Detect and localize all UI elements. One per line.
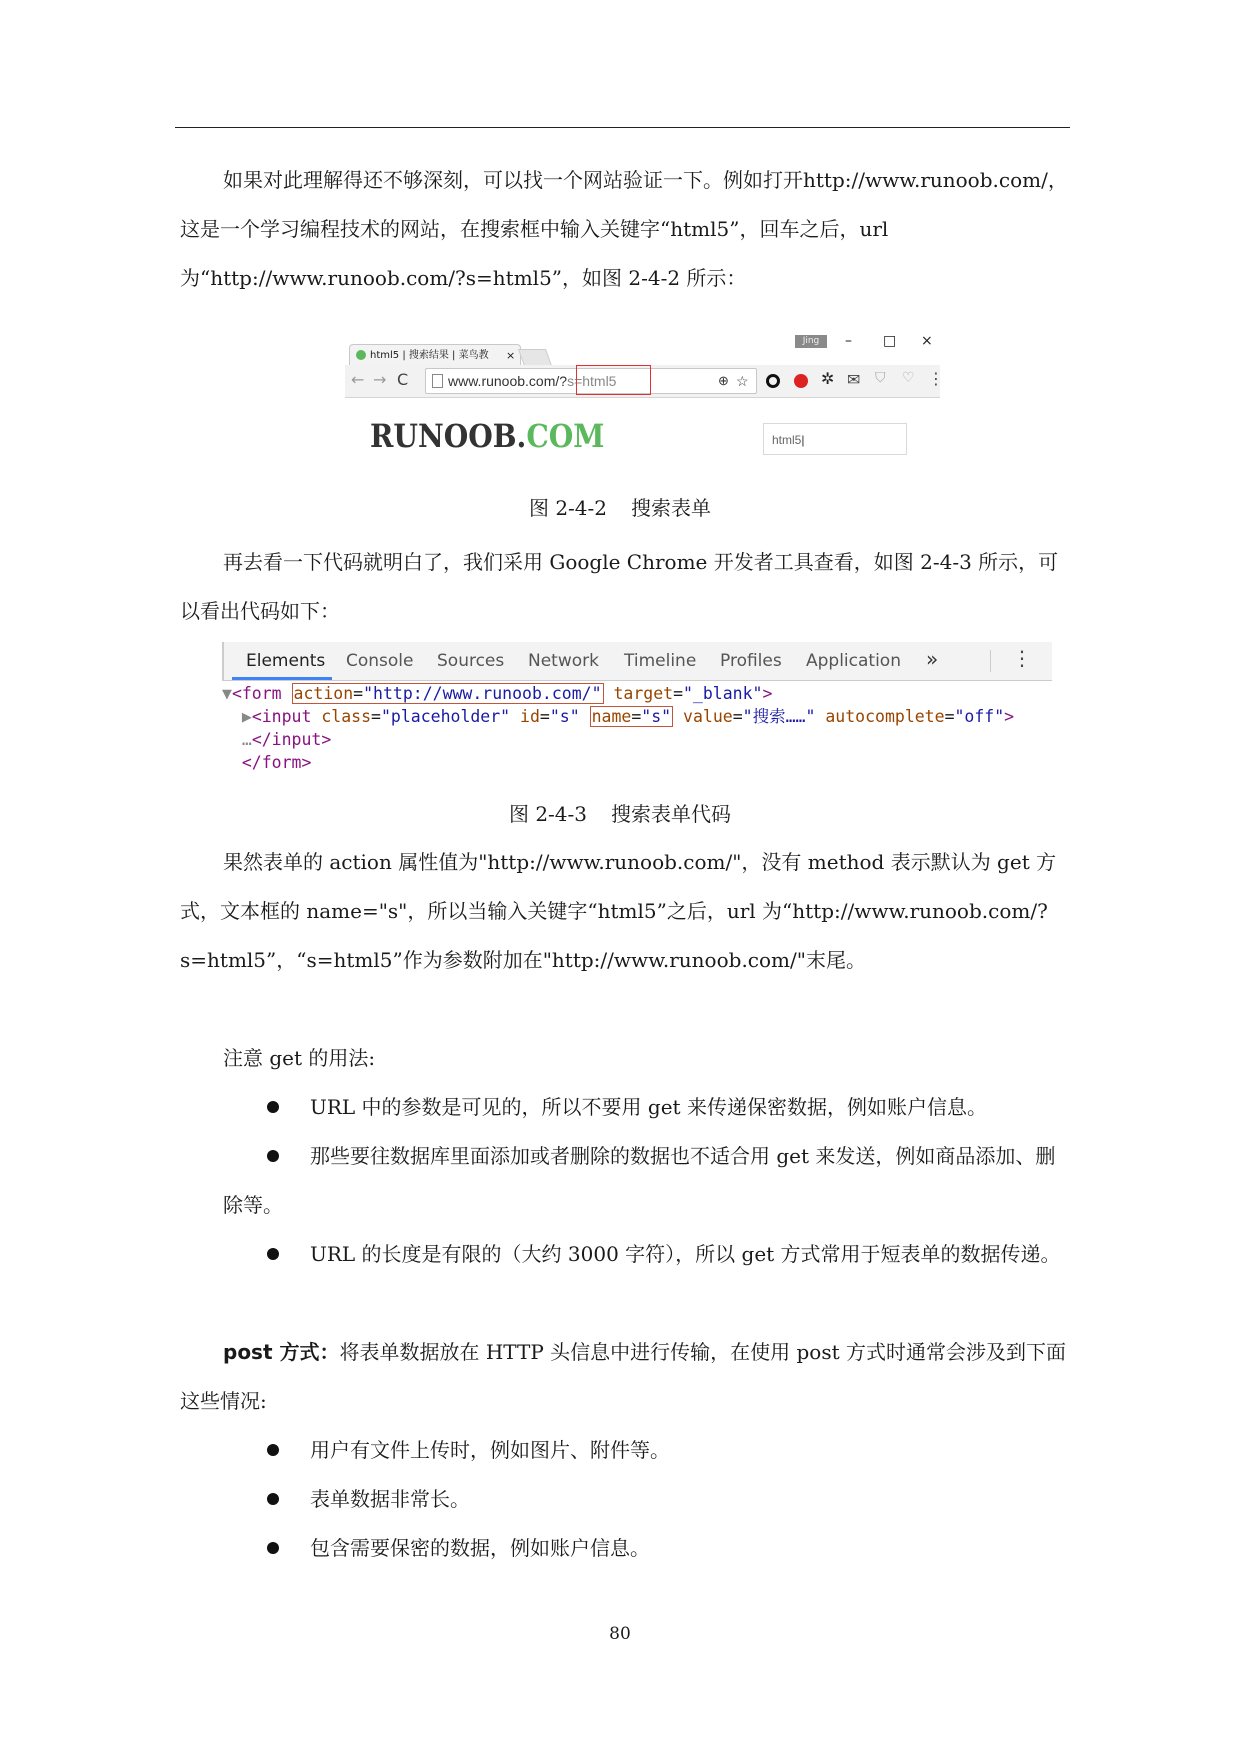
site-search-input[interactable]: html5| [763,423,907,455]
figure2-caption [0,798,1240,827]
figure1-caption-title: 搜索表单 [631,496,712,520]
devtools-left-border [222,642,224,680]
reload-icon[interactable]: C [397,370,409,389]
mail-extension-icon[interactable]: ✉ [847,370,861,389]
dom-tree [222,682,1014,774]
logo-main: RUNOOB. [370,417,527,455]
shield2-extension-icon[interactable]: ♡ [902,370,915,386]
tab-console[interactable]: Console [346,651,414,671]
adblock-extension-icon[interactable] [794,374,808,388]
post-heading: post 方式： [223,1340,340,1364]
dom-line-form[interactable]: ▼<form action="http://www.runoob.com/" target="_blank"> [222,684,773,703]
dom-line-form-close[interactable]: </form> [241,753,312,772]
paragraph-get-usage: 注意 get 的用法: [223,1046,376,1070]
search-value: html5 [772,433,802,447]
post-text: 将表单数据放在 HTTP 头信息中进行传输，在使用 post 方式时通常会涉及到下面这些情况: [180,1340,1067,1413]
page-number: 80 [609,1624,631,1644]
url-highlight-box [576,365,651,395]
list-item [223,1230,1070,1279]
dom-line-input-close[interactable]: …</input> [241,730,332,749]
header-rule [175,127,1070,128]
figure-search-form-screenshot [345,333,944,480]
paragraph-post [180,1328,1070,1426]
devtools-menu-icon[interactable]: ⋮ [1012,646,1032,670]
figure1-caption-number: 图 2-4-2 [528,496,608,520]
figure2-caption-title: 搜索表单代码 [611,802,732,826]
bullet-icon [267,1101,279,1113]
window-close-icon[interactable]: × [921,333,933,349]
user-badge[interactable]: Jing [795,335,827,348]
tab-profiles[interactable]: Profiles [720,651,782,671]
url-query: s=html5 [567,373,617,389]
bullet-icon [267,1444,279,1456]
logo-com: COM [526,417,605,455]
tab-application[interactable]: Application [806,651,901,671]
paragraph-devtools: 再去看一下代码就明白了，我们采用 Google Chrome 开发者工具查看，如图 2-4-3 所示，可以看出代码如下： [180,550,1059,623]
forward-icon[interactable]: → [373,370,387,389]
tab-sources[interactable]: Sources [437,651,505,671]
figure2-caption-number: 图 2-4-3 [508,802,588,826]
bullet-text: 那些要往数据库里面添加或者删除的数据也不适合用 get 来发送，例如商品添加、删除等。 [223,1144,1056,1217]
figure1-caption [0,492,1240,521]
list-item [223,1524,1070,1573]
figure-devtools-screenshot [222,642,1052,782]
active-tab-underline [232,677,332,680]
overflow-chevron-icon[interactable]: » [926,647,939,671]
tab-separator [990,650,991,672]
list-item [223,1426,1070,1475]
list-item [223,1083,1070,1132]
favicon-icon [356,350,366,360]
new-tab-button[interactable] [518,349,552,366]
bullet-text: 用户有文件上传时，例如图片、附件等。 [310,1438,670,1462]
runoob-logo [370,417,604,455]
gear-extension-icon[interactable]: ✲ [821,369,835,388]
minimize-icon[interactable]: – [845,333,852,349]
bullet-icon [267,1542,279,1554]
tab-elements[interactable]: Elements [246,651,326,671]
bullet-text: URL 的长度是有限的（大约 3000 字符），所以 get 方式常用于短表单的数据传递。 [310,1242,1061,1266]
opera-extension-icon[interactable] [766,374,780,388]
menu-icon[interactable]: ⋮ [928,369,944,388]
url-base: www.runoob.com/? [448,373,568,389]
zoom-icon[interactable]: ⊕ [718,373,729,388]
browser-tab-bar [345,335,940,365]
devtools-tab-bar [222,642,1052,681]
page-icon [432,374,443,388]
bullet-icon [267,1150,279,1162]
tab-timeline[interactable]: Timeline [624,651,697,671]
maximize-icon[interactable]: □ [883,333,897,349]
browser-tab-title: html5 | 搜索结果 | 菜鸟教 [370,350,489,361]
list-item [223,1475,1070,1524]
bullet-text: 包含需要保密的数据，例如账户信息。 [310,1536,650,1560]
bullet-text: URL 中的参数是可见的，所以不要用 get 来传递保密数据，例如账户信息。 [310,1095,987,1119]
paragraph-explanation: 果然表单的 action 属性值为"http://www.runoob.com/"，没有 method 表示默认为 get 方式，文本框的 name="s"，所以当输入关键字“html5”之后，url 为“http://www.runoob.com/?s=html5”，“s=html5”作为参数附加在"http://www.runoob.com/"末尾。 [180,850,1057,972]
bullet-text: 表单数据非常长。 [310,1487,470,1511]
bullet-icon [267,1248,279,1260]
dom-line-input[interactable]: ▶<input class="placeholder" id="s" name="s" value="搜索……" autocomplete="off"> [241,707,1015,726]
list-item [223,1132,1070,1230]
back-icon[interactable]: ← [351,370,365,389]
star-icon[interactable]: ☆ [736,373,749,389]
paragraph-intro: 如果对此理解得还不够深刻，可以找一个网站验证一下。例如打开http://www.runoob.com/，这是一个学习编程技术的网站，在搜索框中输入关键字“html5”，回车之后，url 为“http://www.runoob.com/?s=html5”，如图 2-4-2 所示： [180,168,1068,290]
browser-tab[interactable] [349,344,521,366]
shield-extension-icon[interactable]: ⛉ [875,370,886,386]
tab-network[interactable]: Network [528,651,599,671]
tab-close-icon[interactable]: × [506,349,516,362]
bullet-icon [267,1493,279,1505]
